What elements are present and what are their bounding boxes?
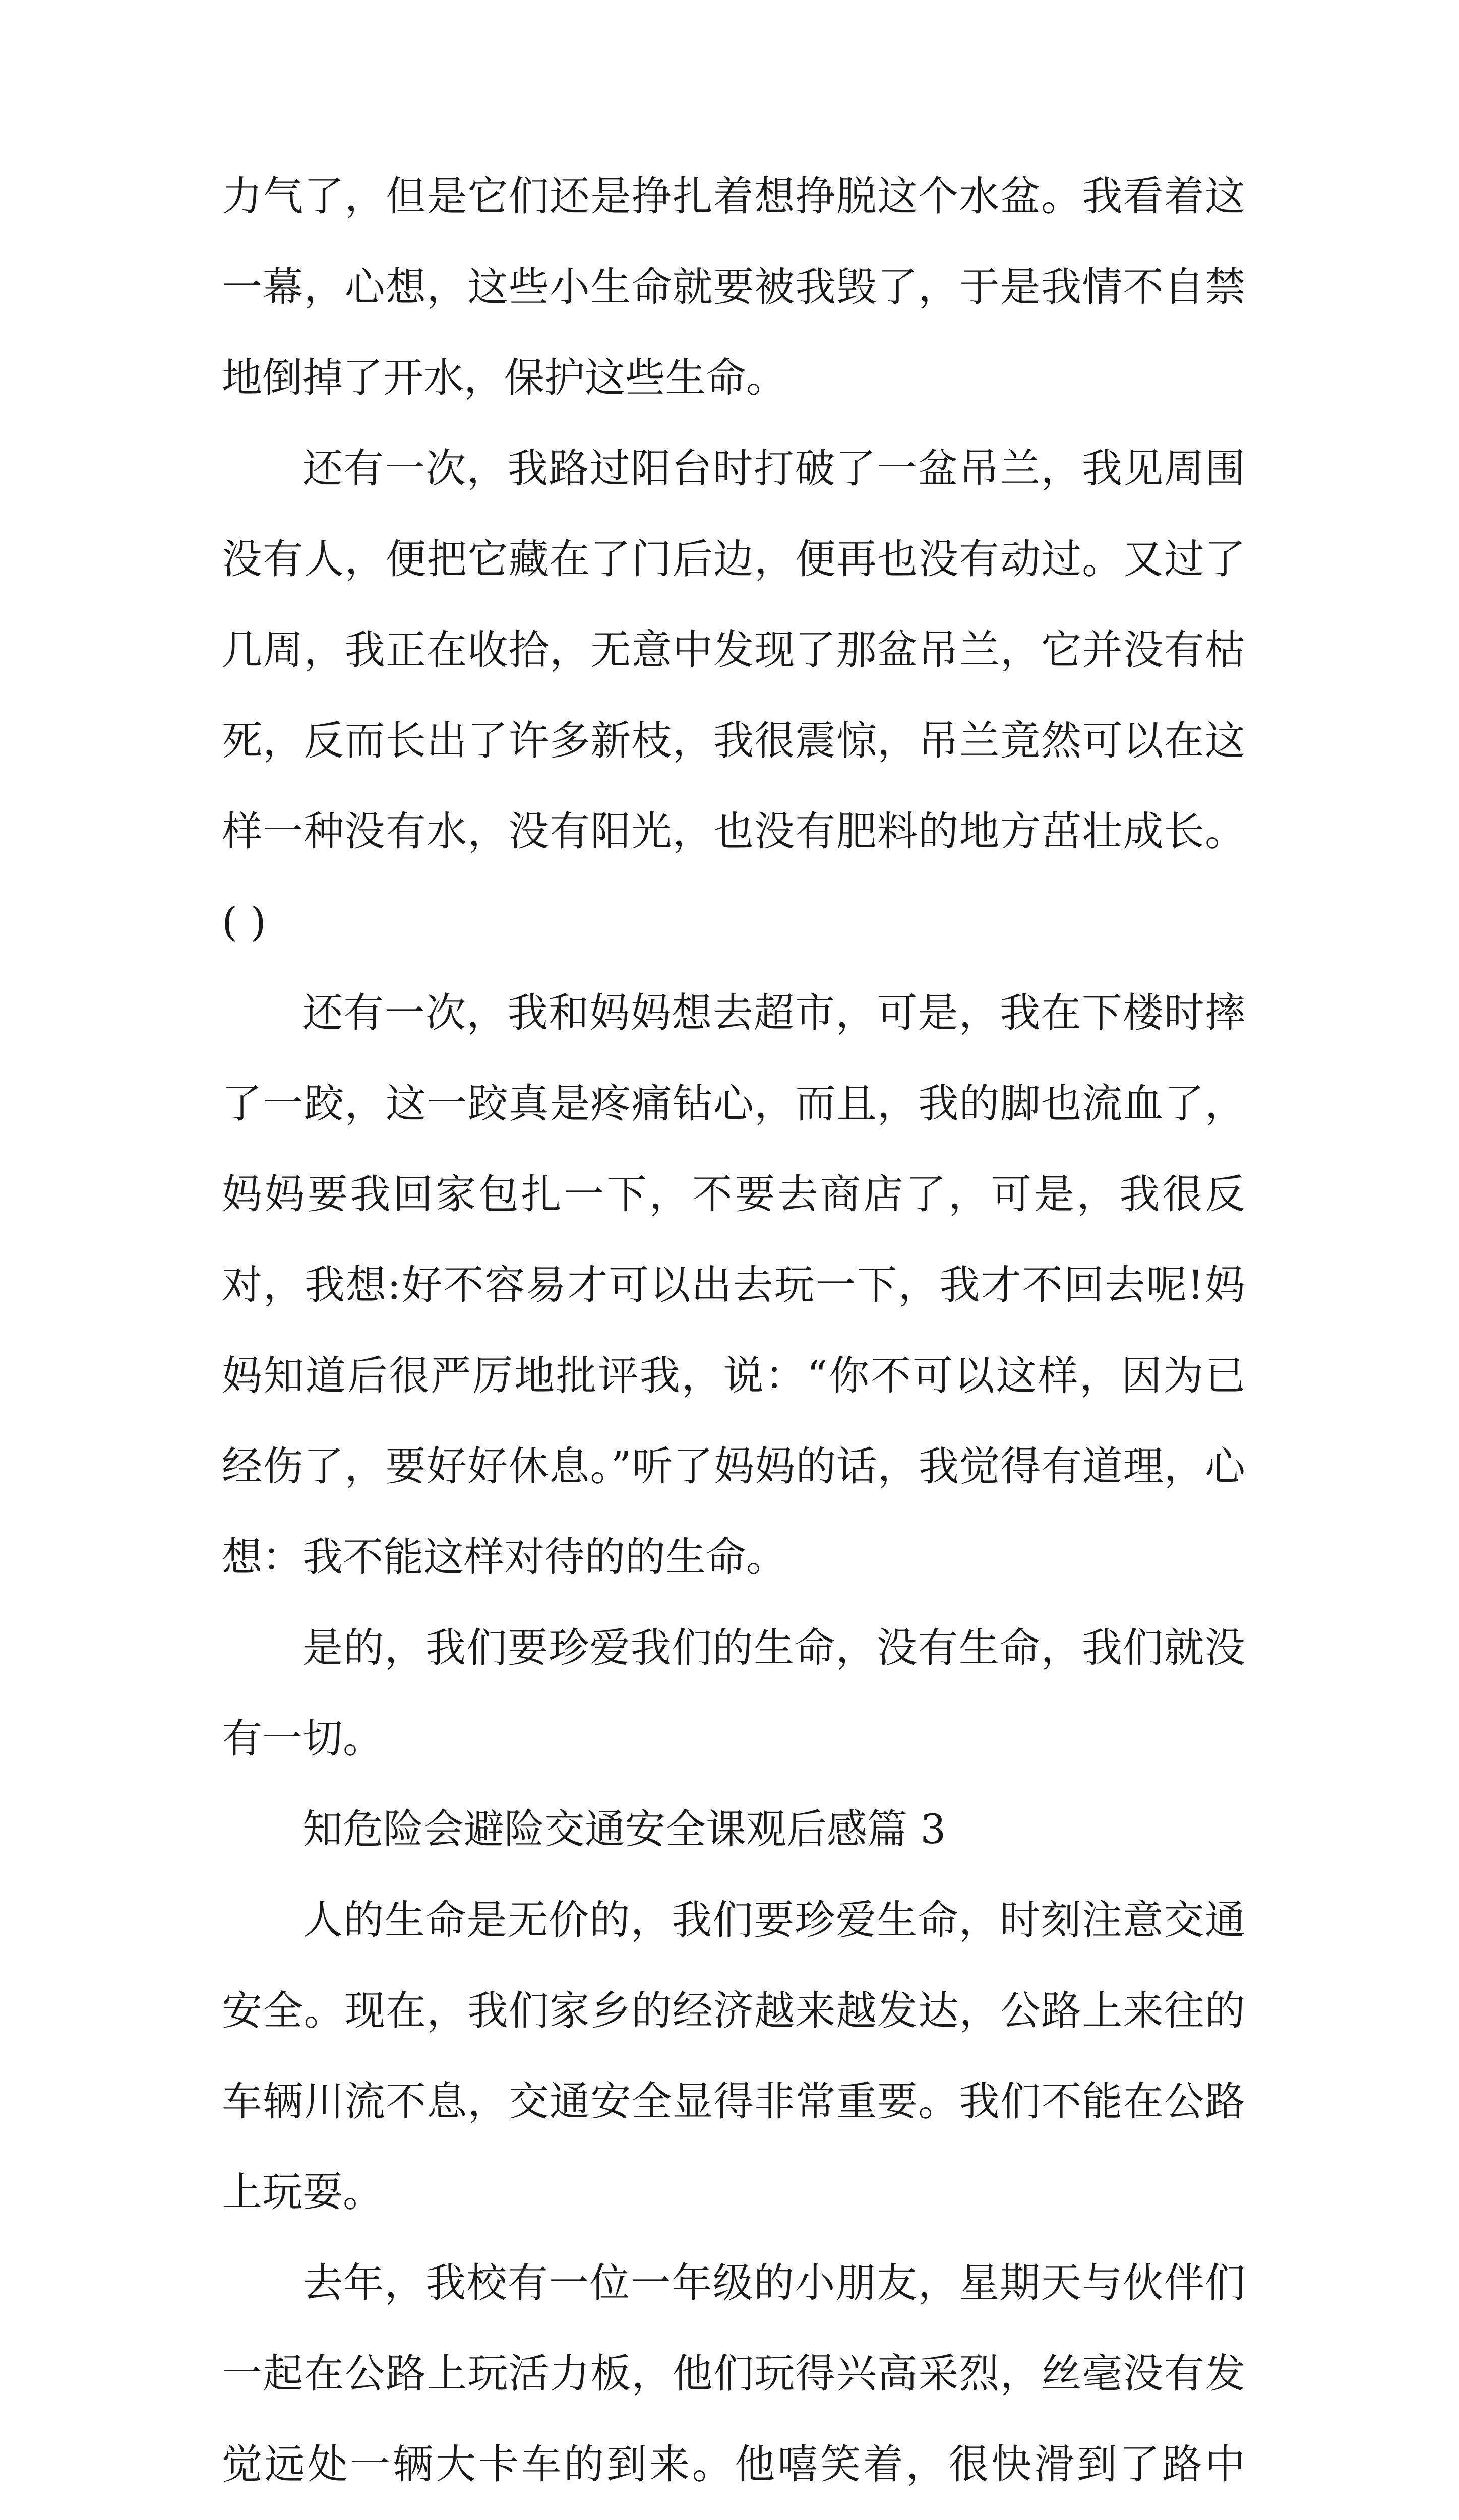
paragraph: 力气了，但是它们还是挣扎着想挣脱这个水盆。我看着这一幕，心想，这些小生命就要被我毁了，于是我情不自禁地倒掉了开水，保护这些生命。 — [222, 173, 1245, 401]
section-heading: 知危险会避险交通安全课观后感篇 3 — [302, 1806, 946, 1853]
paragraph: 人的生命是无价的，我们要珍爱生命，时刻注意交通安全。现在，我们家乡的经济越来越发达，公路上来往的车辆川流不息，交通安全显得非常重要。我们不能在公路上玩耍。 — [222, 1897, 1245, 2216]
paragraph: 还有一次，我路过阳台时打破了一盆吊兰，我见周围没有人，便把它藏在了门后边，便再也没有动过。又过了几周，我正在收拾，无意中发现了那盆吊兰，它并没有枯死，反而长出了许多新枝，我很震惊，吊兰竟然可以在这样一种没有水，没有阳光，也没有肥料的地方茁壮成长。( ) — [222, 445, 1245, 946]
paragraph: 去年，我校有一位一年级的小朋友，星期天与伙伴们一起在公路上玩活力板，他们玩得兴高采烈，丝毫没有发觉远处一辆大卡车的到来。他嘻笑着，很快滑到了路中 — [222, 2259, 1245, 2488]
paragraph: 还有一次，我和妈妈想去超市，可是，我在下楼时摔了一跤，这一跤真是疼痛钻心，而且，我的脚也流血了，妈妈要我回家包扎一下，不要去商店了，可是，我很反对，我想:好不容易才可以出去玩一下，我才不回去呢!妈妈知道后很严厉地批评我，说：“你不可以这样，因为已经伤了，要好好休息。”听了妈妈的话，我觉得有道理，心想：我不能这样对待的的生命。 — [222, 989, 1245, 1581]
document-body — [222, 151, 1245, 2520]
paragraph: 是的，我们要珍爱我们的生命，没有生命，我们就没有一切。 — [222, 1624, 1245, 1762]
